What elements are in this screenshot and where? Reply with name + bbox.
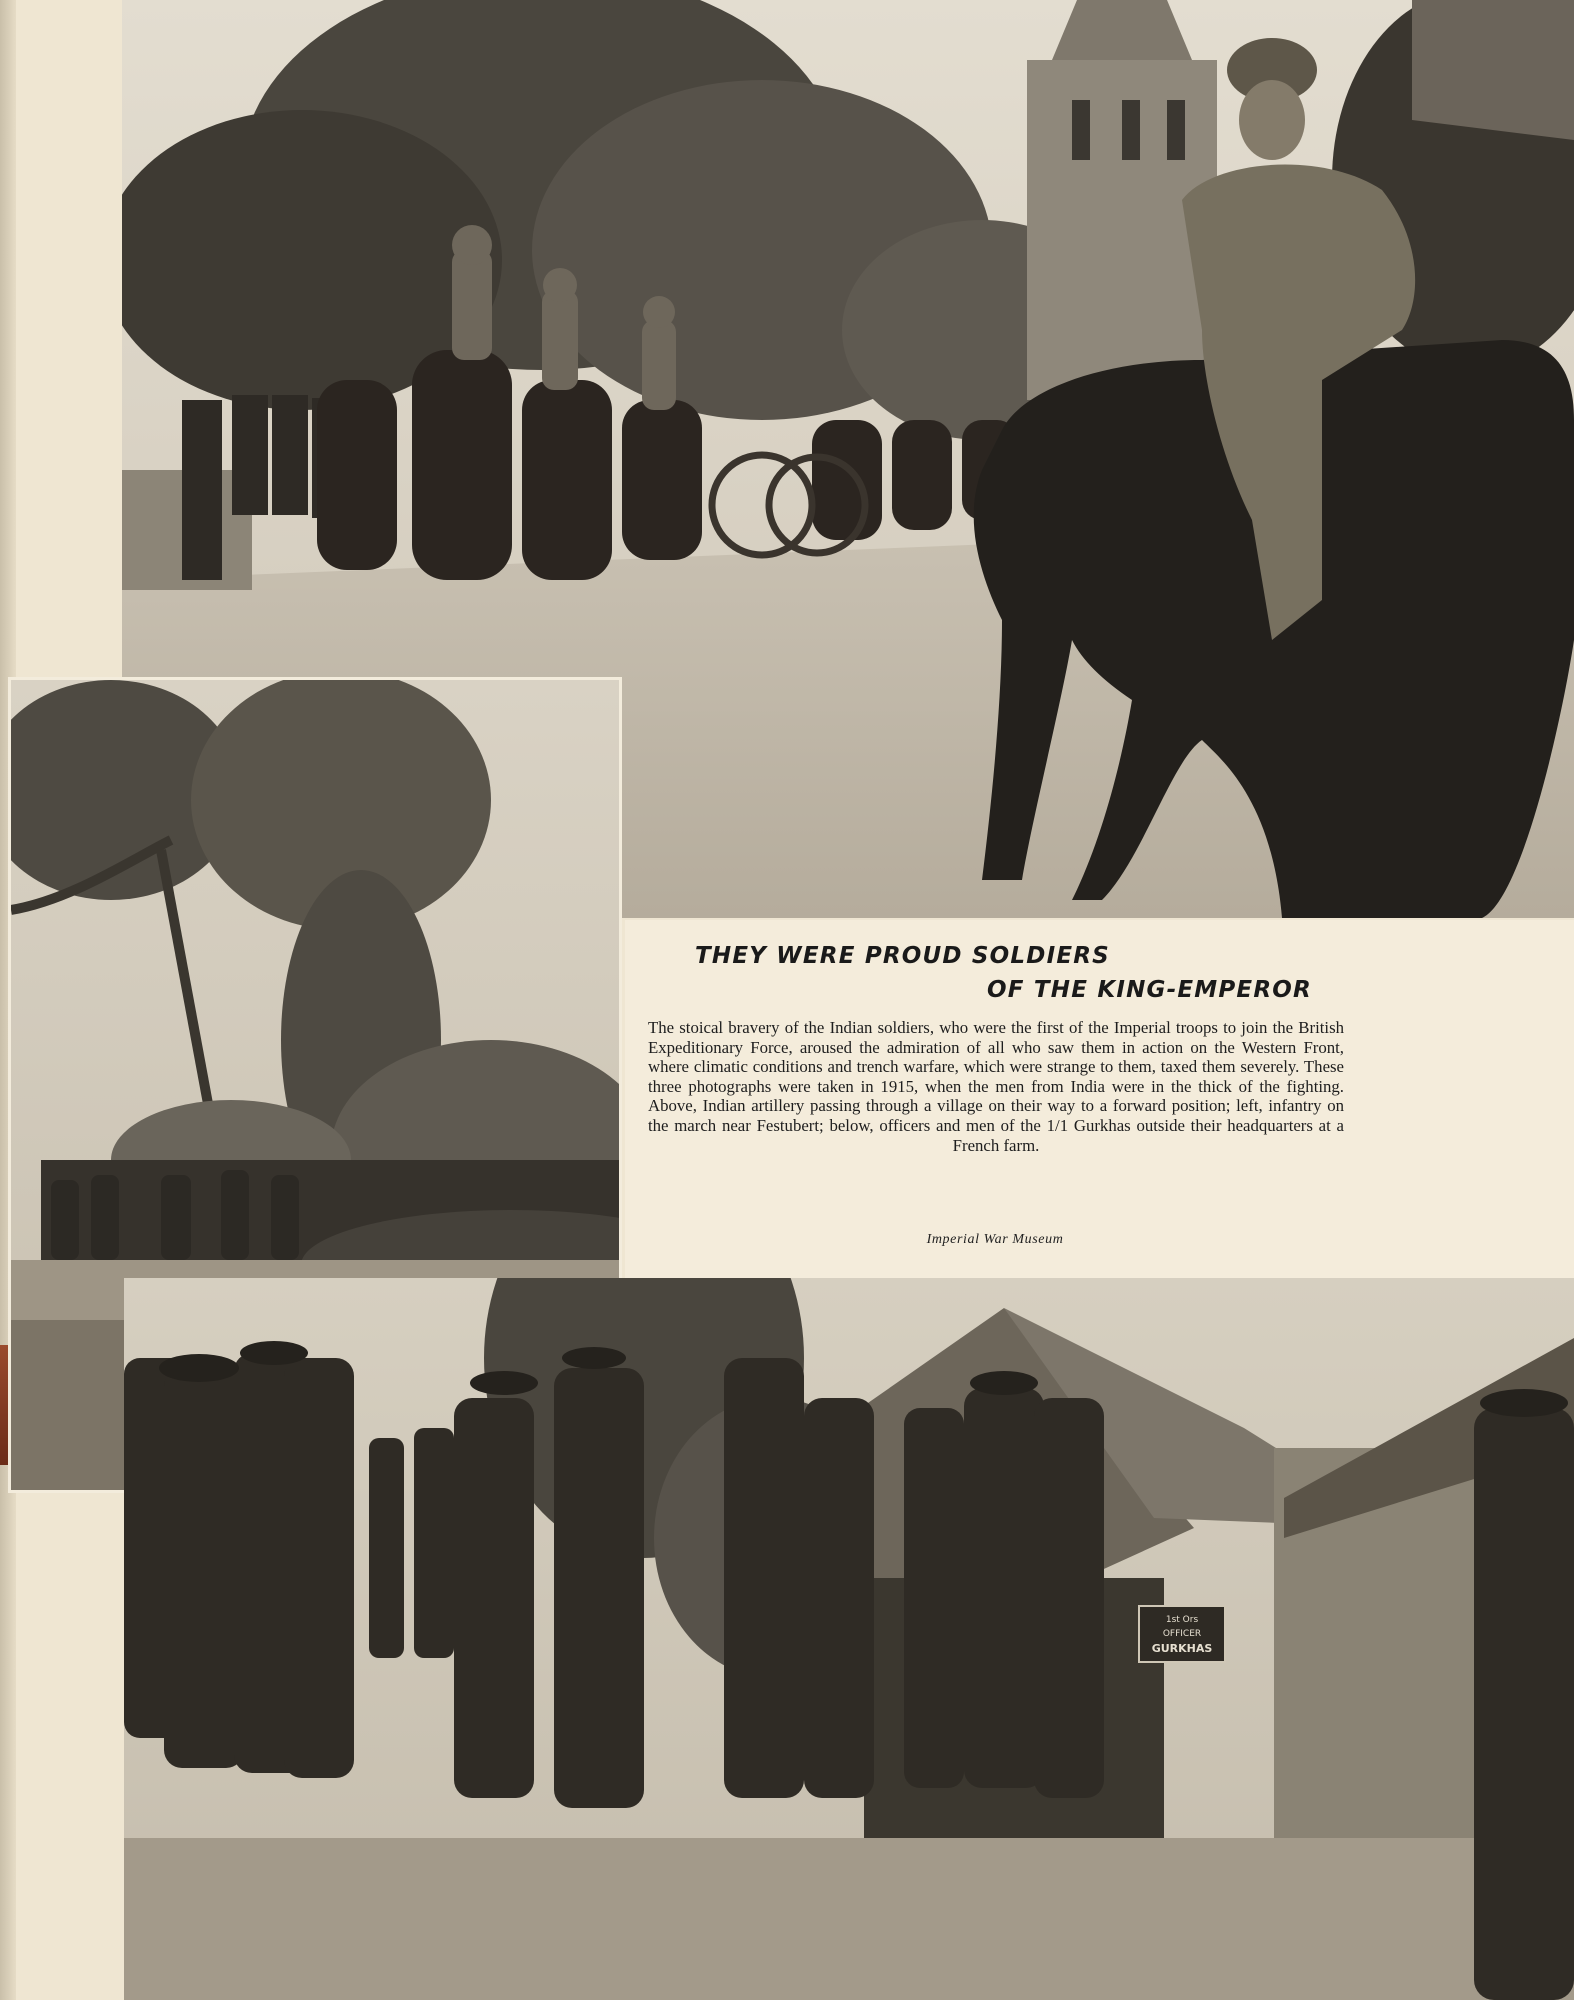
headline-line-2: OF THE KING-EMPEROR — [987, 977, 1312, 1003]
caption-panel — [625, 920, 1574, 1278]
sign-line-3: GURKHAS — [1151, 1642, 1213, 1655]
gurkhas-sign — [1139, 1606, 1225, 1662]
headline-line-1: THEY WERE PROUD SOLDIERS — [695, 943, 1110, 969]
photo-credit: Imperial War Museum — [926, 1232, 1064, 1247]
sign-line-1: 1st Ors — [1165, 1615, 1199, 1625]
gurkhas-image — [124, 1278, 1574, 2000]
photo-gurkhas-headquarters — [124, 1278, 1574, 2000]
sign-line-2: OFFICER — [1162, 1629, 1202, 1639]
caption-body: The stoical bravery of the Indian soldiers, who were the first of the Imperial troops to join the British Expeditionary Force, aroused the admiration of all who saw them in action on the Western Front, where climatic conditions and trench warfare, which were strange to them, taxed them severely. These three photographs were taken in 1915, when the men from India were in the thick of the fighting. Above, Indian artillery passing through a village on their way to a forward position; left, infantry on the march near Festubert; below, officers and men of the 1/1 Gurkhas outside their headquarters at a French farm. — [648, 1018, 1344, 1155]
